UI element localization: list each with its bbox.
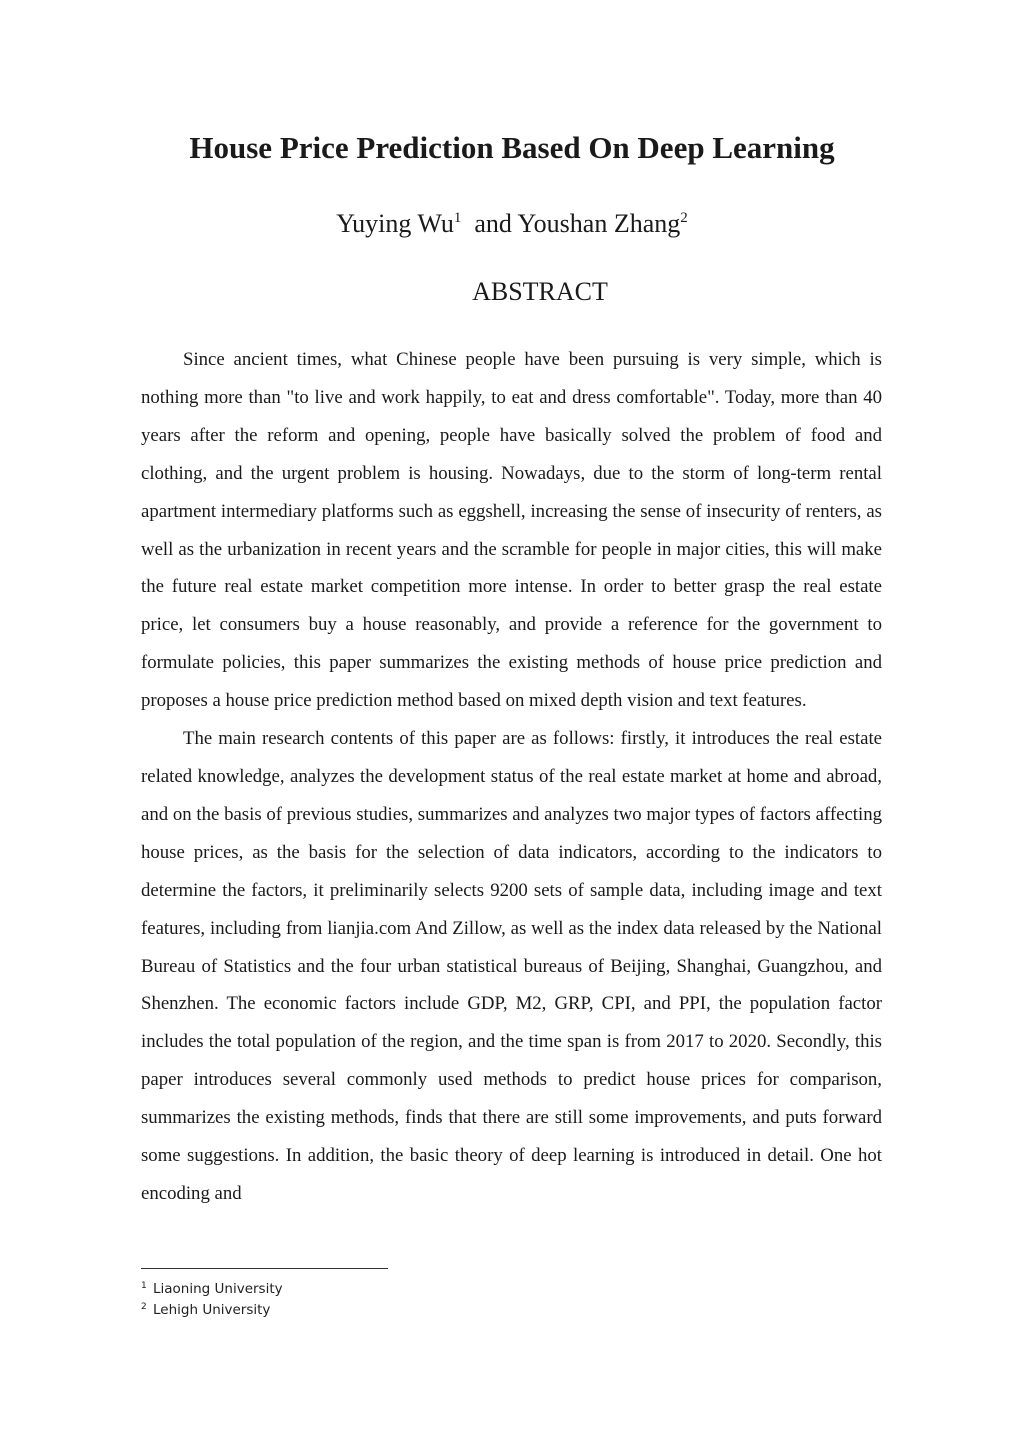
abstract-paragraph: The main research contents of this paper are as follows: firstly, it introduces the real estate related knowledge, analyzes the development status of the real estate market at home and abroad, and on the basis of previous studies, summarizes and analyzes two major types of factors affecting house prices, as the basis for the selection of data indicators, according to the indicators to determine the factors, it preliminarily selects 9200 sets of sample data, including image and text features, including from lianjia.com And Zillow, as well as the index data released by the National Bureau of Statistics and the four urban statistical bureaus of Beijing, Shanghai, Guangzhou, and Shenzhen. The economic factors include GDP, M2, GRP, CPI, and PPI, the population factor includes the total population of the region, and the time span is from 2017 to 2020. Secondly, this paper introduces several commonly used methods to predict house prices for comparison, summarizes the existing methods, finds that there are still some improvements, and puts forward some suggestions. In addition, the basic theory of deep learning is introduced in detail. One hot encoding and [141,728,882,1204]
footnotes [141,1279,541,1321]
author-connector: and [474,209,512,238]
footnote-text: Liaoning University [153,1281,283,1297]
author-line [0,204,1024,244]
author-affiliation-mark: 2 [680,210,688,226]
footnote: 2 Lehigh University [141,1302,271,1318]
author-affiliation-mark: 1 [453,210,462,226]
abstract-heading: ABSTRACT [472,277,608,306]
author-name: Yuying Wu [336,209,454,238]
author-name: Youshan Zhang [517,209,681,238]
abstract-body [141,341,882,1213]
abstract-paragraph: Since ancient times, what Chinese people have been pursuing is very simple, which is nothing more than "to live and work happily, to eat and dress comfortable". Today, more than 40 years after the reform and opening, people have basically solved the problem of food and clothing, and the urgent problem is housing. Nowadays, due to the storm of long-term rental apartment intermediary platforms such as eggshell, increasing the sense of insecurity of renters, as well as the urbanization in recent years and the scramble for people in major cities, this will make the future real estate market competition more intense. In order to better grasp the real estate price, let consumers buy a house reasonably, and provide a reference for the government to formulate policies, this paper summarizes the existing methods of house price prediction and proposes a house price prediction method based on mixed depth vision and text features. [141,349,882,712]
footnote-separator [141,1268,388,1269]
footnote: 1 Liaoning University [141,1281,283,1297]
paper-title: House Price Prediction Based On Deep Learning [189,130,835,165]
footnote-text: Lehigh University [153,1302,271,1318]
